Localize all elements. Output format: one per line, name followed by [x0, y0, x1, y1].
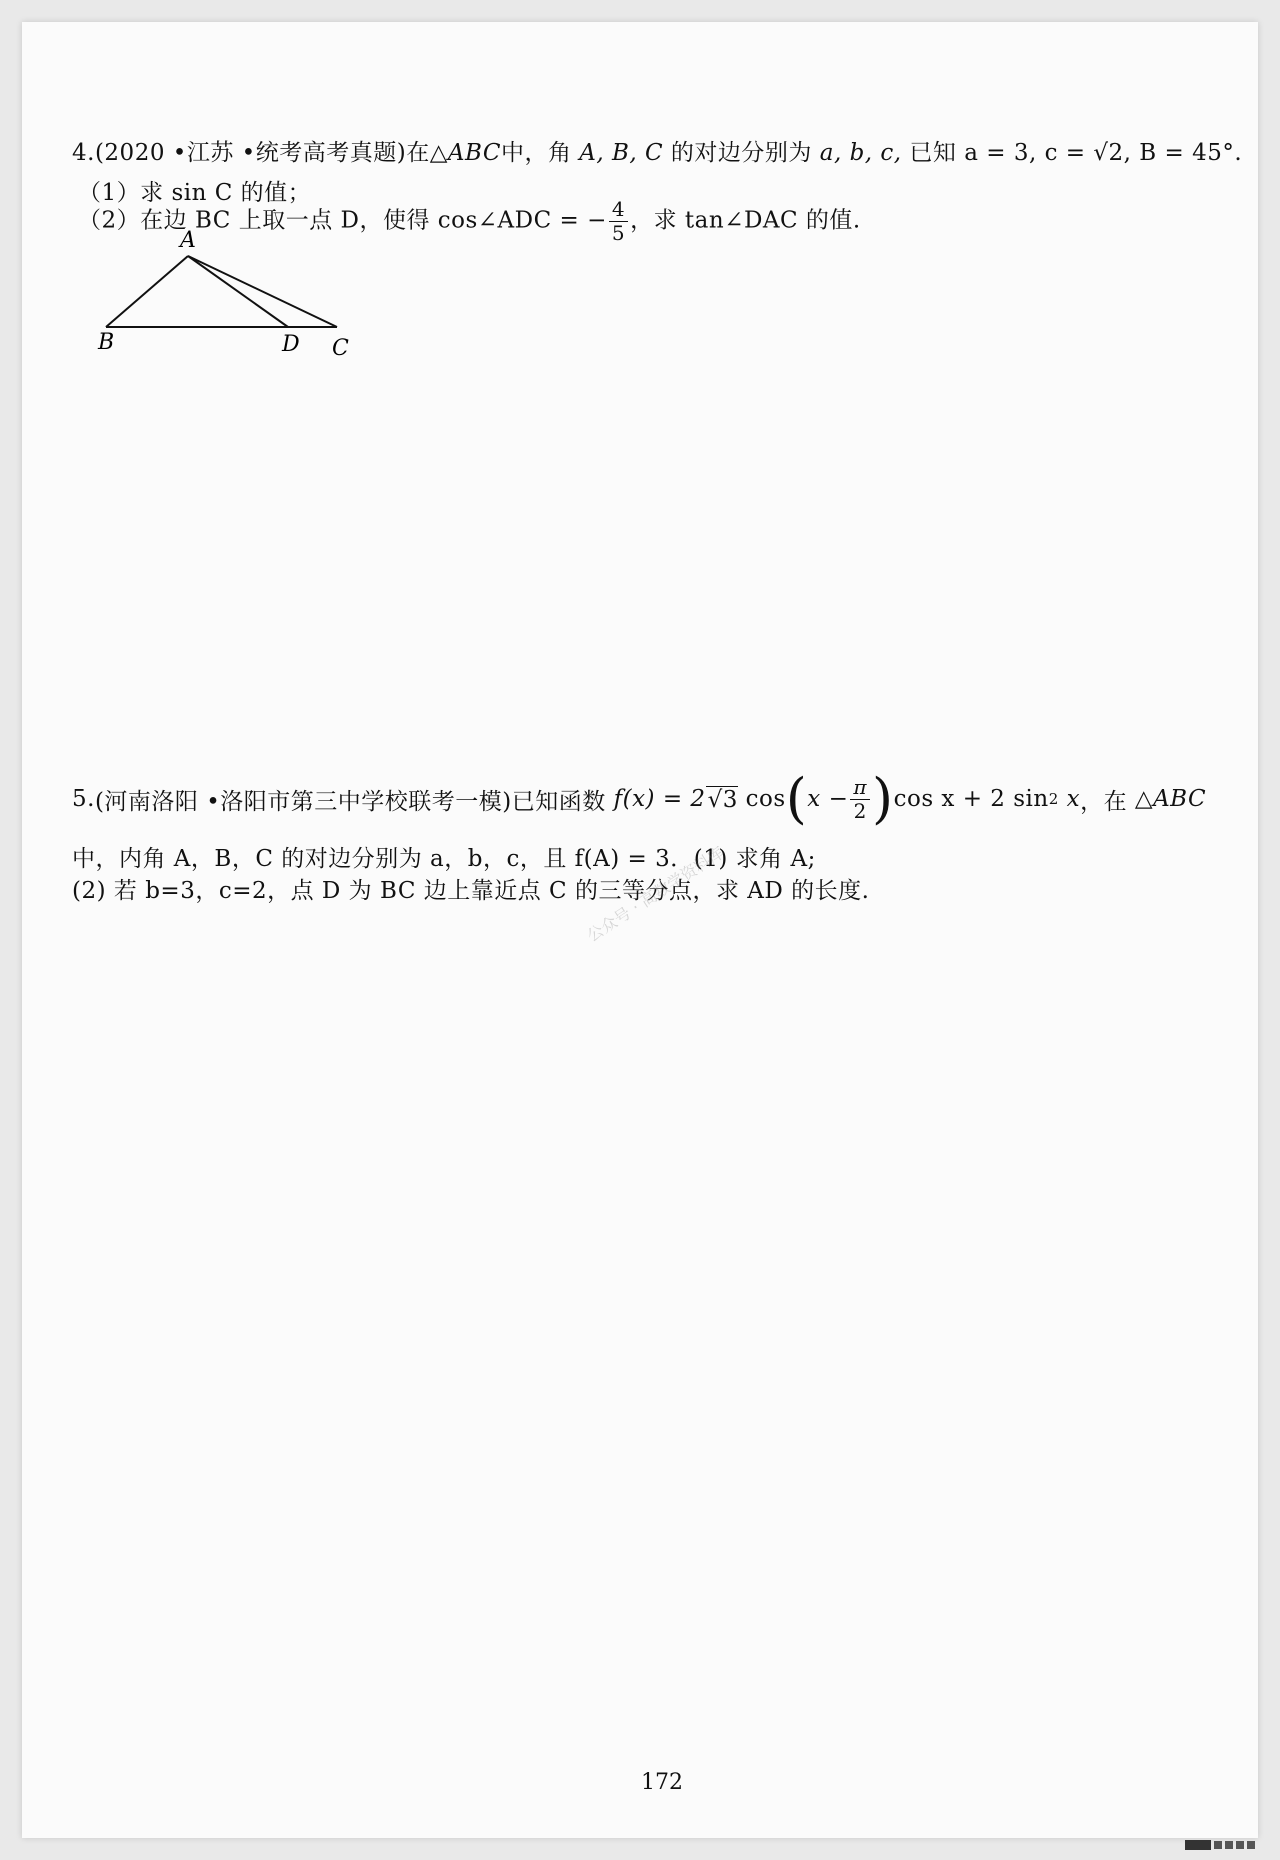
- scroll-controls[interactable]: [1185, 1840, 1255, 1850]
- problem4-triangle: ABC: [447, 140, 501, 166]
- problem5-number: 5.: [72, 786, 95, 812]
- problem5-fraction-denominator: 2: [853, 798, 867, 823]
- problem5-func-right: cos x + 2 sin: [893, 786, 1049, 812]
- problem4-condition: a = 3, c = √2, B = 45°.: [964, 140, 1243, 166]
- label-b: B: [98, 330, 115, 355]
- problem5-func-end: x: [1066, 786, 1081, 812]
- problem5-source: (河南洛阳 •洛阳市第三中学校联考一模): [94, 788, 512, 815]
- scroll-step-1[interactable]: [1214, 1841, 1222, 1849]
- problem4-fraction-numerator: 4: [609, 198, 628, 222]
- document-page: [22, 22, 1258, 1838]
- problem4-part1-label: （1）: [78, 180, 141, 206]
- side-ac: [188, 256, 337, 327]
- scroll-step-3[interactable]: [1236, 1841, 1244, 1849]
- problem5-cos: cos: [745, 786, 786, 812]
- label-d: D: [282, 332, 300, 357]
- scroll-step-2[interactable]: [1225, 1841, 1233, 1849]
- segment-ad: [188, 256, 288, 327]
- problem5-stem-b: ，在: [1080, 788, 1128, 815]
- problem5-func-inner: x −: [807, 786, 849, 812]
- problem5-exponent: 2: [1048, 790, 1059, 808]
- problem4-source: (2020 •江苏 •统考高考真题): [94, 140, 407, 166]
- problem4-known: 已知: [909, 140, 957, 166]
- problem5-func-left: f(x) = 2: [613, 786, 706, 812]
- problem5-fraction: [850, 776, 870, 823]
- label-a: A: [180, 228, 196, 253]
- problem4-part2-label: （2）: [78, 207, 141, 234]
- problem4-vertices: A, B, C: [579, 140, 664, 166]
- side-ab: [106, 256, 188, 327]
- problem5-sqrt: √3: [707, 786, 738, 813]
- problem4-sides: a, b, c,: [819, 140, 902, 166]
- right-paren: ): [872, 767, 894, 830]
- problem5-stem-a: 已知函数: [511, 788, 606, 815]
- problem4-stem-mid2: 的对边分别为: [670, 140, 812, 166]
- problem4-fraction-denominator: 5: [611, 221, 626, 245]
- triangle-figure: [92, 227, 382, 367]
- problem4-part1-text: 求 sin C 的值；: [140, 180, 312, 206]
- problem5-triangle: △ABC: [1134, 786, 1207, 812]
- problem5-line2: 中，内角 A，B，C 的对边分别为 a，b，c，且 f(A) = 3．(1) 求角 A;: [72, 846, 816, 872]
- label-c: C: [332, 336, 349, 361]
- scroll-thumb[interactable]: [1185, 1840, 1211, 1850]
- scroll-step-4[interactable]: [1247, 1841, 1255, 1849]
- problem4-part2-text-b: ，求 tan∠DAC 的值.: [630, 207, 861, 234]
- problem4-part2-text-a: 在边 BC 上取一点 D，使得 cos∠ADC = −: [140, 207, 607, 234]
- page-number: 172: [641, 1770, 683, 1795]
- problem5-line3: (2) 若 b=3，c=2，点 D 为 BC 边上靠近点 C 的三等分点，求 AD 的长度.: [72, 878, 870, 904]
- left-paren: (: [785, 767, 808, 830]
- watermark: 公众号 · 高数学资料库: [583, 842, 728, 946]
- problem4-stem-mid: 中，角: [500, 140, 572, 166]
- problem4-stem-prefix: 在△: [406, 140, 448, 166]
- problem4-number: 4.: [72, 140, 95, 166]
- problem5-fraction-numerator: π: [850, 776, 870, 800]
- problem4-stem: [72, 134, 1242, 167]
- problem5-stem: [72, 764, 1206, 834]
- problem4-fraction: [609, 198, 628, 245]
